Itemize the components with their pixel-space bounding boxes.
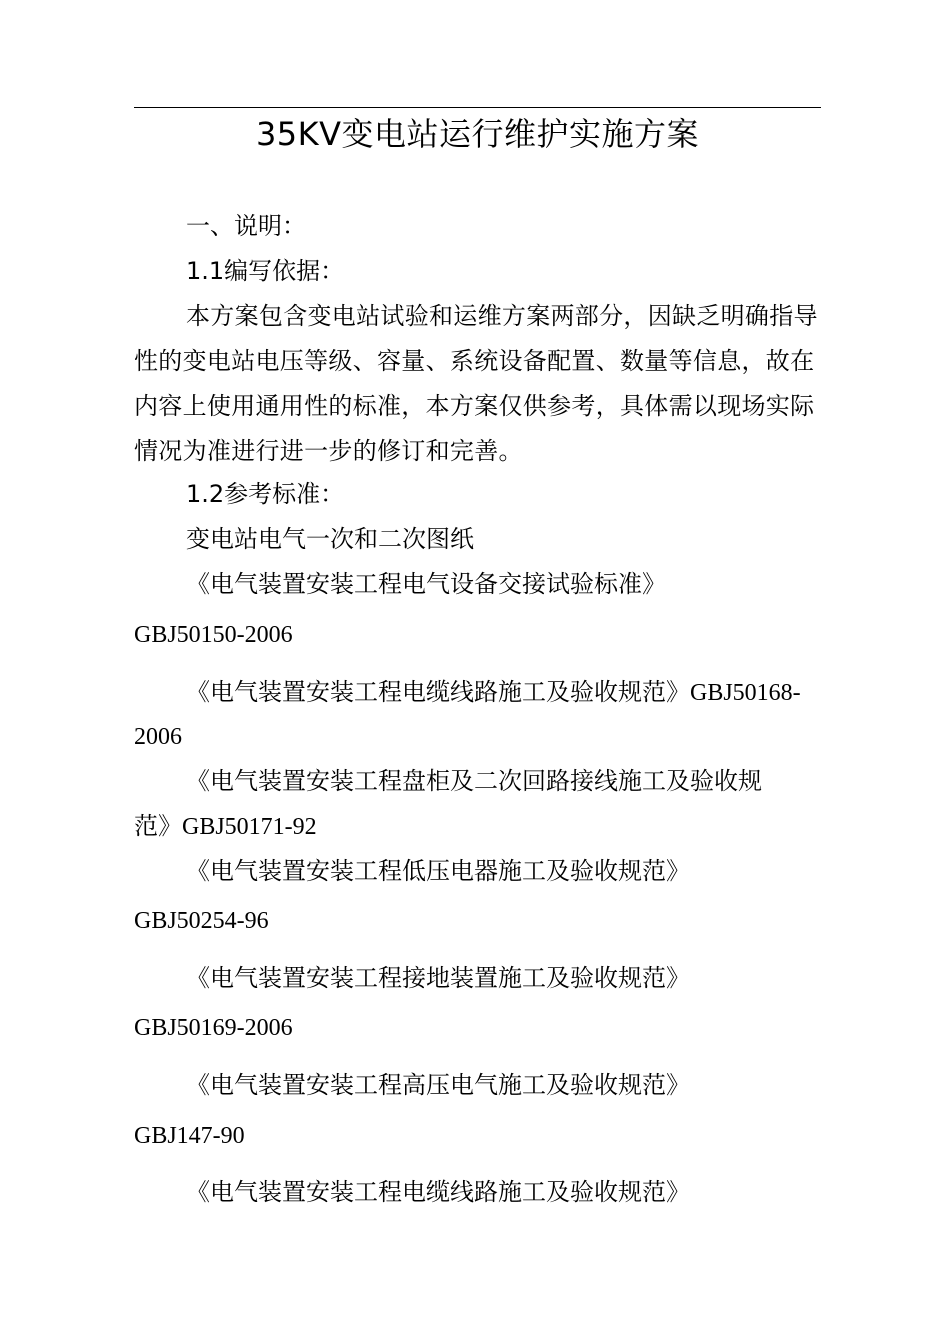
reference-code: GBJ50150-2006 — [134, 622, 293, 648]
subsection-heading-references: 1.2参考标准： — [186, 480, 345, 508]
reference-title-continued: 范》 — [134, 812, 182, 840]
reference-title: 《电气装置安装工程电缆线路施工及验收规范》 — [186, 678, 690, 706]
reference-title-with-code — [186, 676, 801, 709]
reference-code: GBJ50254-96 — [134, 908, 269, 934]
reference-title: 《电气装置安装工程电气设备交接试验标准》 — [186, 570, 666, 598]
document-title: 35KV变电站运行维护实施方案 — [255, 115, 700, 153]
reference-drawings: 变电站电气一次和二次图纸 — [186, 525, 474, 553]
header-rule — [134, 107, 821, 108]
reference-code: GBJ50169-2006 — [134, 1015, 293, 1041]
reference-title: 《电气装置安装工程高压电气施工及验收规范》 — [186, 1071, 690, 1099]
reference-code-continued: 2006 — [134, 724, 182, 750]
reference-title: 《电气装置安装工程电缆线路施工及验收规范》 — [186, 1178, 690, 1206]
reference-code: GBJ50171-92 — [182, 814, 317, 840]
reference-title-continued-with-code — [134, 810, 317, 843]
reference-code: GBJ147-90 — [134, 1123, 245, 1149]
basis-paragraph: 本方案包含变电站试验和运维方案两部分，因缺乏明确指导性的变电站电压等级、容量、系统设备配置、数量等信息，故在内容上使用通用性的标准，本方案仅供参考，具体需以现场实际情况为准进行进一步的修订和完善。 — [134, 302, 818, 465]
section-heading-description: 一、说明： — [186, 212, 306, 240]
reference-title: 《电气装置安装工程接地装置施工及验收规范》 — [186, 964, 690, 992]
reference-title: 《电气装置安装工程盘柜及二次回路接线施工及验收规 — [186, 767, 762, 795]
reference-code: GBJ50168- — [690, 680, 801, 706]
reference-title: 《电气装置安装工程低压电器施工及验收规范》 — [186, 857, 690, 885]
subsection-heading-basis: 1.1编写依据： — [186, 257, 345, 285]
